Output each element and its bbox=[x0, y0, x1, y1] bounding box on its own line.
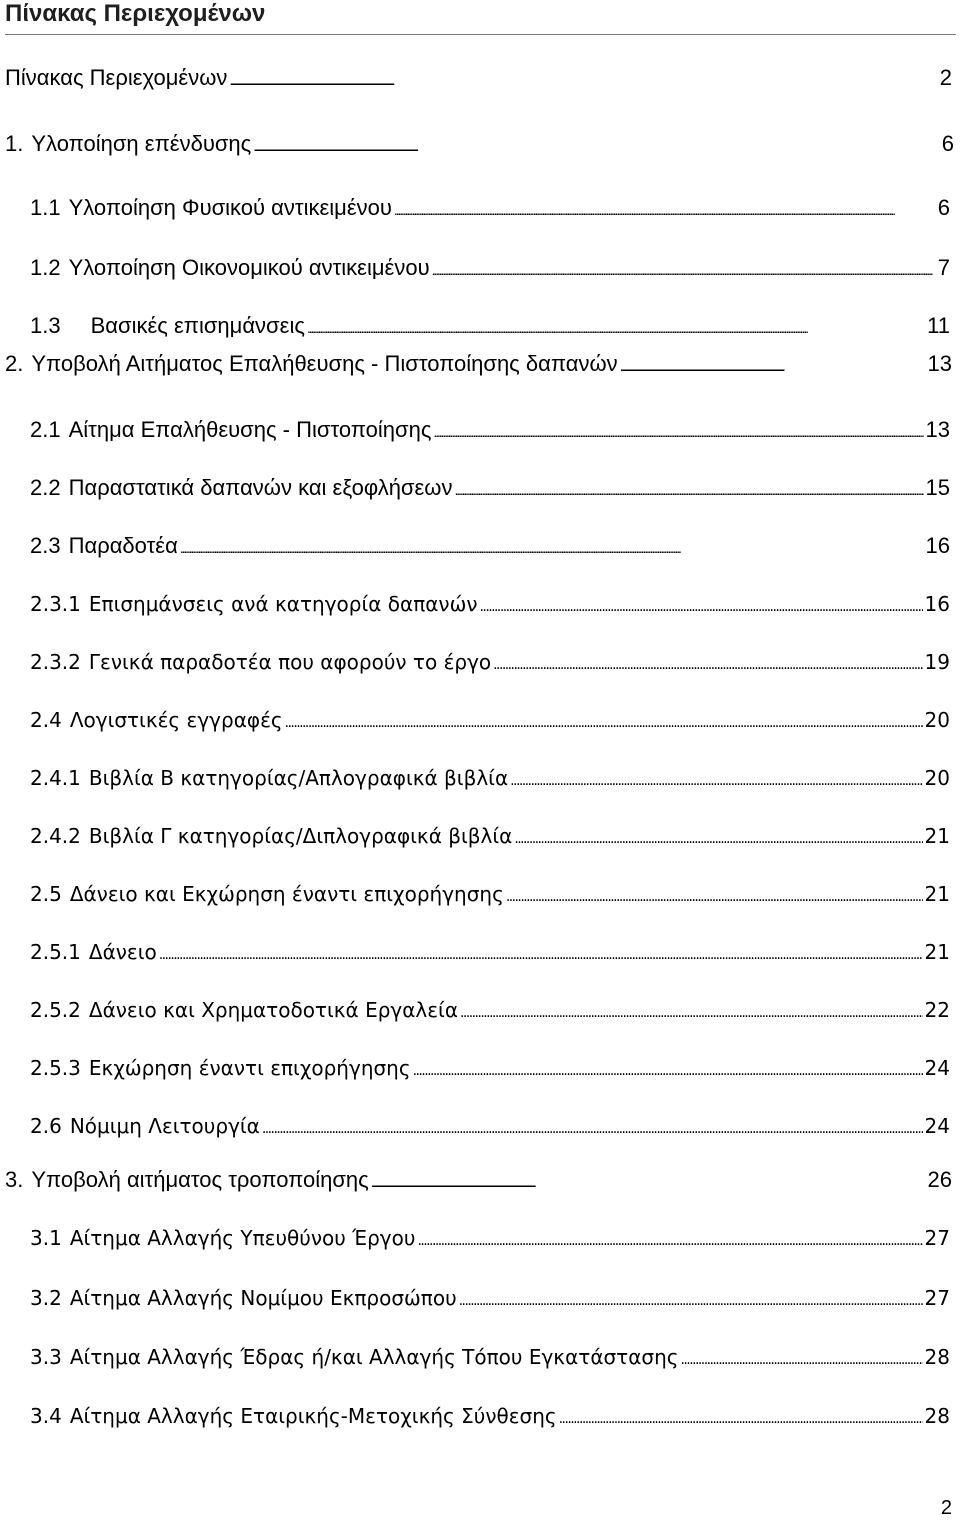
toc-leader-dots bbox=[459, 1282, 923, 1317]
toc-entry-number: 2. bbox=[5, 351, 24, 376]
toc-leader-dots bbox=[180, 530, 924, 564]
toc-entry[interactable] bbox=[30, 1110, 950, 1142]
toc-entry-title: Εκχώρηση έναντι επιχορήγησης bbox=[88, 1056, 411, 1080]
toc-entry[interactable] bbox=[30, 530, 950, 562]
toc-leader-dots bbox=[493, 646, 922, 681]
toc-leader-dots bbox=[433, 414, 923, 448]
toc-entry-title: Αίτημα Αλλαγής Εταιρικής-Μετοχικής Σύνθεσης bbox=[69, 1404, 557, 1428]
toc-entry-title: Δάνειο και Χρηματοδοτικά Εργαλεία bbox=[88, 998, 459, 1022]
toc-entry-number: 3.1 bbox=[30, 1226, 62, 1250]
toc-entry-number: 1.3 bbox=[30, 313, 61, 338]
toc-entry[interactable] bbox=[5, 62, 952, 94]
toc-leader-dots bbox=[159, 936, 923, 971]
toc-entry-page: 21 bbox=[924, 940, 950, 964]
toc-entry-page: 2 bbox=[939, 65, 952, 90]
toc-entry[interactable] bbox=[30, 820, 950, 852]
toc-leader-dots bbox=[262, 1110, 923, 1145]
page-number: 2 bbox=[940, 1497, 952, 1519]
toc-entry-title: Παραστατικά δαπανών και εξοφλήσεων bbox=[68, 475, 453, 500]
toc-leader-dots bbox=[371, 1164, 926, 1198]
toc-entry-number: 2.3.1 bbox=[30, 592, 81, 616]
toc-entry-page: 24 bbox=[924, 1056, 950, 1080]
toc-entry-title: Αίτημα Αλλαγής Υπευθύνου Έργου bbox=[69, 1226, 416, 1250]
toc-entry-number: 2.5 bbox=[30, 882, 62, 906]
toc-leader-dots bbox=[285, 704, 923, 739]
toc-entry-number: 2.6 bbox=[30, 1114, 62, 1138]
toc-leader-dots bbox=[506, 878, 923, 913]
toc-entry-number: 2.5.2 bbox=[30, 998, 81, 1022]
toc-entry-title: Υλοποίηση Οικονομικού αντικειμένου bbox=[68, 255, 430, 280]
toc-entry-page: 15 bbox=[925, 475, 950, 500]
toc-entry-number: 2.1 bbox=[30, 417, 61, 442]
toc-entry-page: 13 bbox=[925, 417, 950, 442]
toc-entry[interactable] bbox=[5, 128, 954, 160]
toc-leader-dots bbox=[229, 62, 937, 96]
toc-entry[interactable] bbox=[30, 1282, 950, 1314]
toc-entry-title: Βασικές επισημάνσεις bbox=[90, 313, 305, 338]
toc-entry-title: Αίτημα Αλλαγής Νομίμου Εκπροσώπου bbox=[69, 1286, 457, 1310]
toc-entry-page: 28 bbox=[924, 1404, 950, 1428]
toc-entry-number: 3. bbox=[5, 1167, 24, 1192]
toc-entry-title: Αίτημα Επαλήθευσης - Πιστοποίησης bbox=[68, 417, 432, 442]
toc-entry[interactable] bbox=[30, 994, 950, 1026]
toc-entry-title: Βιβλία Γ κατηγορίας/Διπλογραφικά βιβλία bbox=[88, 824, 513, 848]
toc-entry-number: 2.5.1 bbox=[30, 940, 81, 964]
toc-entry-number: 2.4 bbox=[30, 708, 62, 732]
toc-entry-page: 24 bbox=[924, 1114, 950, 1138]
toc-entry-title: Δάνειο bbox=[88, 940, 157, 964]
toc-entry[interactable] bbox=[30, 472, 950, 504]
toc-entry-page: 7 bbox=[937, 255, 950, 280]
toc-leader-dots bbox=[559, 1400, 923, 1435]
toc-entry[interactable] bbox=[30, 1400, 950, 1432]
toc-entry-title: Υλοποίηση Φυσικού αντικειμένου bbox=[68, 195, 392, 220]
toc-entry[interactable] bbox=[30, 646, 950, 678]
toc-entry-number: 1. bbox=[5, 131, 24, 156]
toc-entry-page: 16 bbox=[925, 533, 950, 558]
toc-entry-number: 2.3.2 bbox=[30, 650, 81, 674]
toc-entry[interactable] bbox=[30, 762, 950, 794]
toc-leader-dots bbox=[417, 1222, 922, 1257]
toc-entry-number: 1.1 bbox=[30, 195, 61, 220]
toc-entry-number: 2.4.1 bbox=[30, 766, 81, 790]
toc-entry[interactable] bbox=[30, 310, 950, 342]
toc-entry-title: Υποβολή αιτήματος τροποποίησης bbox=[31, 1167, 369, 1192]
toc-entry-number: 3.3 bbox=[30, 1345, 62, 1369]
toc-entry[interactable] bbox=[30, 936, 950, 968]
toc-entry-number: 2.4.2 bbox=[30, 824, 81, 848]
toc-entry-page: 19 bbox=[924, 650, 950, 674]
toc-entry-page: 11 bbox=[927, 313, 950, 338]
toc-entry-number: 2.2 bbox=[30, 475, 61, 500]
toc-entry[interactable] bbox=[30, 252, 950, 284]
toc-entry-page: 6 bbox=[941, 131, 954, 156]
toc-entry-title: Γενικά παραδοτέα που αφορούν το έργο bbox=[88, 650, 492, 674]
toc-entry-number: 3.2 bbox=[30, 1286, 62, 1310]
toc-entry-title: Παραδοτέα bbox=[68, 533, 178, 558]
toc-leader-dots bbox=[413, 1052, 923, 1087]
toc-entry[interactable] bbox=[30, 192, 950, 224]
toc-entry-number: 3.4 bbox=[30, 1404, 62, 1428]
toc-leader-dots bbox=[307, 310, 925, 344]
toc-entry-page: 13 bbox=[927, 351, 952, 376]
toc-leader-dots bbox=[253, 128, 939, 162]
toc-entry-page: 27 bbox=[924, 1286, 950, 1310]
toc-entry[interactable] bbox=[30, 588, 950, 620]
toc-entry-number: 2.3 bbox=[30, 533, 61, 558]
toc-entry-page: 21 bbox=[924, 882, 950, 906]
toc-entry-title: Νόμιμη Λειτουργία bbox=[69, 1114, 260, 1138]
toc-leader-dots bbox=[514, 820, 922, 855]
toc-entry[interactable] bbox=[30, 1222, 950, 1254]
toc-entry-page: 28 bbox=[924, 1345, 950, 1369]
toc-entry-title: Δάνειο και Εκχώρηση έναντι επιχορήγησης bbox=[69, 882, 504, 906]
toc-entry-title: Βιβλία Β κατηγορίας/Απλογραφικά βιβλία bbox=[88, 766, 509, 790]
toc-entry[interactable] bbox=[30, 414, 950, 446]
toc-entry-title: Επισημάνσεις ανά κατηγορία δαπανών bbox=[88, 592, 478, 616]
toc-entry-page: 26 bbox=[927, 1167, 952, 1192]
toc-entry[interactable] bbox=[30, 1052, 950, 1084]
toc-entry[interactable] bbox=[30, 704, 950, 736]
toc-entry-page: 20 bbox=[924, 766, 950, 790]
page-heading: Πίνακας Περιεχομένων bbox=[5, 0, 266, 27]
toc-entry-title: Λογιστικές εγγραφές bbox=[69, 708, 283, 732]
toc-entry-title: Πίνακας Περιεχομένων bbox=[5, 65, 228, 90]
toc-entry-page: 16 bbox=[924, 592, 950, 616]
toc-entry-number: 1.2 bbox=[30, 255, 61, 280]
toc-entry-title: Υλοποίηση επένδυσης bbox=[31, 131, 252, 156]
toc-entry-title: Αίτημα Αλλαγής Έδρας ή/και Αλλαγής Τόπου Εγκατάστασης bbox=[69, 1345, 679, 1369]
toc-leader-dots bbox=[510, 762, 922, 797]
toc-entry[interactable] bbox=[30, 1341, 950, 1373]
toc-entry[interactable] bbox=[5, 1164, 952, 1196]
toc-entry-page: 27 bbox=[924, 1226, 950, 1250]
toc-leader-dots bbox=[480, 588, 923, 623]
toc-leader-dots bbox=[394, 192, 936, 226]
toc-entry[interactable] bbox=[30, 878, 950, 910]
toc-leader-dots bbox=[460, 994, 923, 1029]
toc-leader-dots bbox=[681, 1341, 923, 1376]
toc-leader-dots bbox=[432, 252, 936, 286]
toc-entry-page: 6 bbox=[937, 195, 950, 220]
toc-entry-number: 2.5.3 bbox=[30, 1056, 81, 1080]
toc-leader-dots bbox=[620, 348, 926, 382]
toc-leader-dots bbox=[455, 472, 924, 506]
toc-entry-page: 21 bbox=[924, 824, 950, 848]
toc-entry-page: 20 bbox=[924, 708, 950, 732]
toc-entry[interactable] bbox=[5, 348, 952, 380]
toc-entry-title: Υποβολή Αιτήματος Επαλήθευσης - Πιστοποίησης δαπανών bbox=[31, 351, 618, 376]
toc-entry-page: 22 bbox=[924, 998, 950, 1022]
